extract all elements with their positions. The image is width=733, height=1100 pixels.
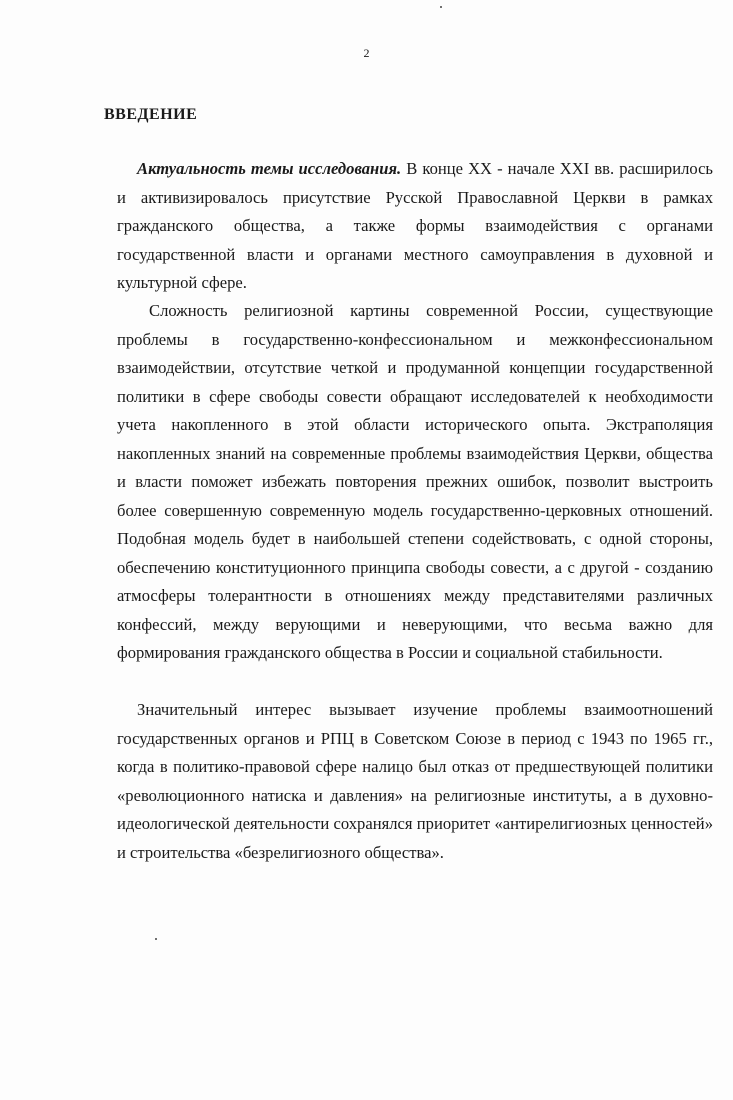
paragraph-relevance: [117, 155, 713, 298]
scan-speck: [155, 938, 157, 940]
paragraph-text: Значительный интерес вызывает изучение проблемы взаимоотношений государственных органов и РПЦ в Советском Союзе в период с 1943 по 1965 гг., когда в политико-правовой сфере налицо был отказ от предшествующей политики «революционного натиска и давления» на религиозные институты, а в духовно-идеологической деятельности сохранялся приоритет «антирелигиозных ценностей» и строительства «безрелигиозного общества».: [117, 700, 713, 862]
scan-speck: [440, 6, 442, 8]
paragraph-text: Сложность религиозной картины современной России, существующие проблемы в государственно-конфессиональном и межконфессиональном взаимодействии, отсутствие четкой и продуманной концепции государственной политики в сфере свободы совести обращают исследователей к необходимости учета накопленного в этой области исторического опыта. Экстраполяция накопленных знаний на современные проблемы взаимодействия Церкви, общества и власти поможет избежать повторения прежних ошибок, позволит выстроить более совершенную современную модель государственно-церковных отношений. Подобная модель будет в наибольшей степени содействовать, с одной стороны, обеспечению конституционного принципа свободы совести, а с другой - созданию атмосферы толерантности в отношениях между представителями различных конфессий, между верующими и неверующими, что весьма важно для формирования гражданского общества в России и социальной стабильности.: [117, 301, 713, 662]
paragraph-emphasis: Актуальность темы исследования.: [137, 159, 402, 178]
paragraph-complexity: [117, 297, 713, 668]
page-number: 2: [363, 46, 370, 60]
section-heading: ВВЕДЕНИЕ: [104, 106, 198, 123]
paragraph-text: В конце XX - начале XXI вв. расширилось и активизировалось присутствие Русской Православной Церкви в рамках гражданского общества, а также формы взаимодействия с органами государственной власти и органами местного самоуправления в духовной и культурной сфере.: [117, 159, 713, 292]
paragraph-interest: [117, 696, 713, 867]
